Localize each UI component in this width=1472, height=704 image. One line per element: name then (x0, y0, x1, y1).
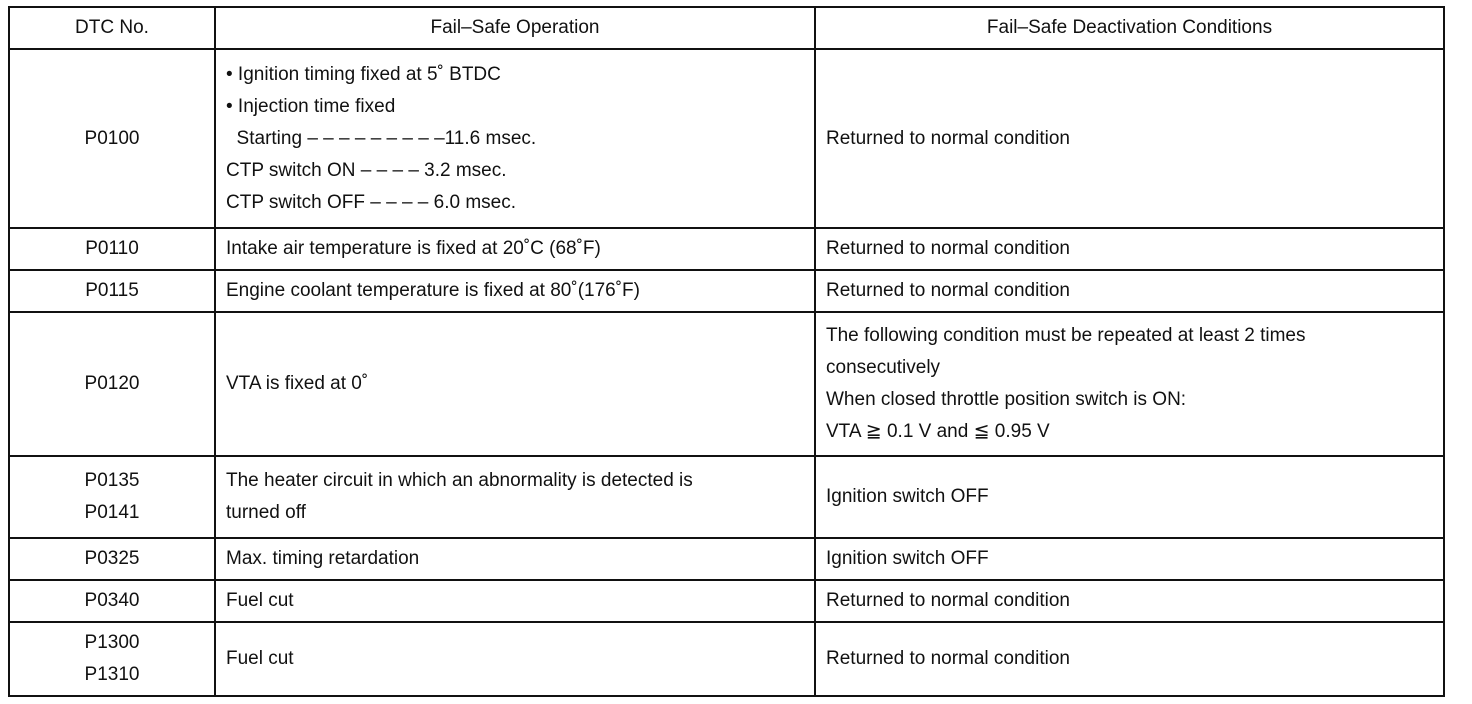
condition-line: Returned to normal condition (826, 127, 1070, 149)
dtc-code: P0340 (84, 590, 140, 611)
operation-cell (215, 228, 815, 270)
fail-safe-table-container (8, 6, 1443, 688)
condition-line: Ignition switch OFF (826, 548, 989, 569)
dtc-code-cell (9, 49, 215, 228)
dtc-code-cell (9, 622, 215, 696)
fail-safe-table (8, 6, 1445, 697)
table-header-row (9, 7, 1444, 49)
dtc-code-cell (9, 228, 215, 270)
operation-line: Fuel cut (226, 648, 294, 669)
operation-line: The heater circuit in which an abnormality is detected is (226, 470, 693, 491)
operation-line: • Injection time fixed (226, 95, 396, 117)
operation-line: Max. timing retardation (226, 548, 420, 569)
operation-cell (215, 270, 815, 312)
dtc-code: P0110 (85, 238, 139, 259)
dtc-code: P1310 (84, 664, 140, 685)
operation-cell (215, 538, 815, 580)
dtc-code: P0141 (84, 502, 140, 523)
condition-line: Ignition switch OFF (826, 486, 989, 507)
dtc-code-cell (9, 580, 215, 622)
condition-cell (815, 538, 1444, 580)
condition-line: Returned to normal condition (826, 648, 1070, 669)
condition-cell (815, 622, 1444, 696)
condition-cell (815, 456, 1444, 538)
table-row (9, 228, 1444, 270)
condition-cell (815, 312, 1444, 456)
table-row (9, 49, 1444, 228)
condition-cell (815, 580, 1444, 622)
operation-cell (215, 456, 815, 538)
table-row (9, 622, 1444, 696)
operation-line: VTA is fixed at 0˚ (226, 373, 369, 394)
condition-cell (815, 49, 1444, 228)
condition-line: VTA ≧ 0.1 V and ≦ 0.95 V (826, 421, 1050, 442)
condition-line: consecutively (826, 357, 941, 378)
dtc-code: P0120 (84, 373, 140, 394)
header-fail-safe-operation: Fail–Safe Operation (215, 7, 815, 49)
table-row (9, 312, 1444, 456)
operation-cell (215, 49, 815, 228)
condition-line: When closed throttle position switch is ON: (826, 389, 1187, 410)
operation-line: CTP switch ON – – – – 3.2 msec. (226, 159, 507, 181)
dtc-code: P0100 (84, 127, 140, 149)
operation-line: Starting – – – – – – – – –11.6 msec. (226, 127, 537, 149)
operation-cell (215, 622, 815, 696)
condition-cell (815, 270, 1444, 312)
operation-line: CTP switch OFF – – – – 6.0 msec. (226, 191, 517, 213)
header-dtc-no: DTC No. (9, 7, 215, 49)
operation-line: Engine coolant temperature is fixed at 80˚(176˚F) (226, 280, 640, 301)
operation-cell (215, 312, 815, 456)
operation-cell (215, 580, 815, 622)
condition-cell (815, 228, 1444, 270)
table-row (9, 580, 1444, 622)
condition-line: Returned to normal condition (826, 280, 1070, 301)
table-row (9, 456, 1444, 538)
condition-line: The following condition must be repeated at least 2 times (826, 325, 1306, 346)
dtc-code: P1300 (84, 632, 140, 653)
operation-line: Fuel cut (226, 590, 294, 611)
condition-line: Returned to normal condition (826, 590, 1070, 611)
dtc-code: P0135 (84, 470, 140, 491)
dtc-code-cell (9, 312, 215, 456)
operation-line: • Ignition timing fixed at 5˚ BTDC (226, 63, 501, 85)
table-row (9, 270, 1444, 312)
table-row (9, 538, 1444, 580)
dtc-code-cell (9, 270, 215, 312)
operation-line: Intake air temperature is fixed at 20˚C (68˚F) (226, 238, 601, 259)
header-deactivation-conditions: Fail–Safe Deactivation Conditions (815, 7, 1444, 49)
dtc-code: P0115 (85, 280, 139, 301)
dtc-code: P0325 (84, 548, 140, 569)
operation-line: turned off (226, 502, 306, 523)
condition-line: Returned to normal condition (826, 238, 1070, 259)
dtc-code-cell (9, 538, 215, 580)
dtc-code-cell (9, 456, 215, 538)
